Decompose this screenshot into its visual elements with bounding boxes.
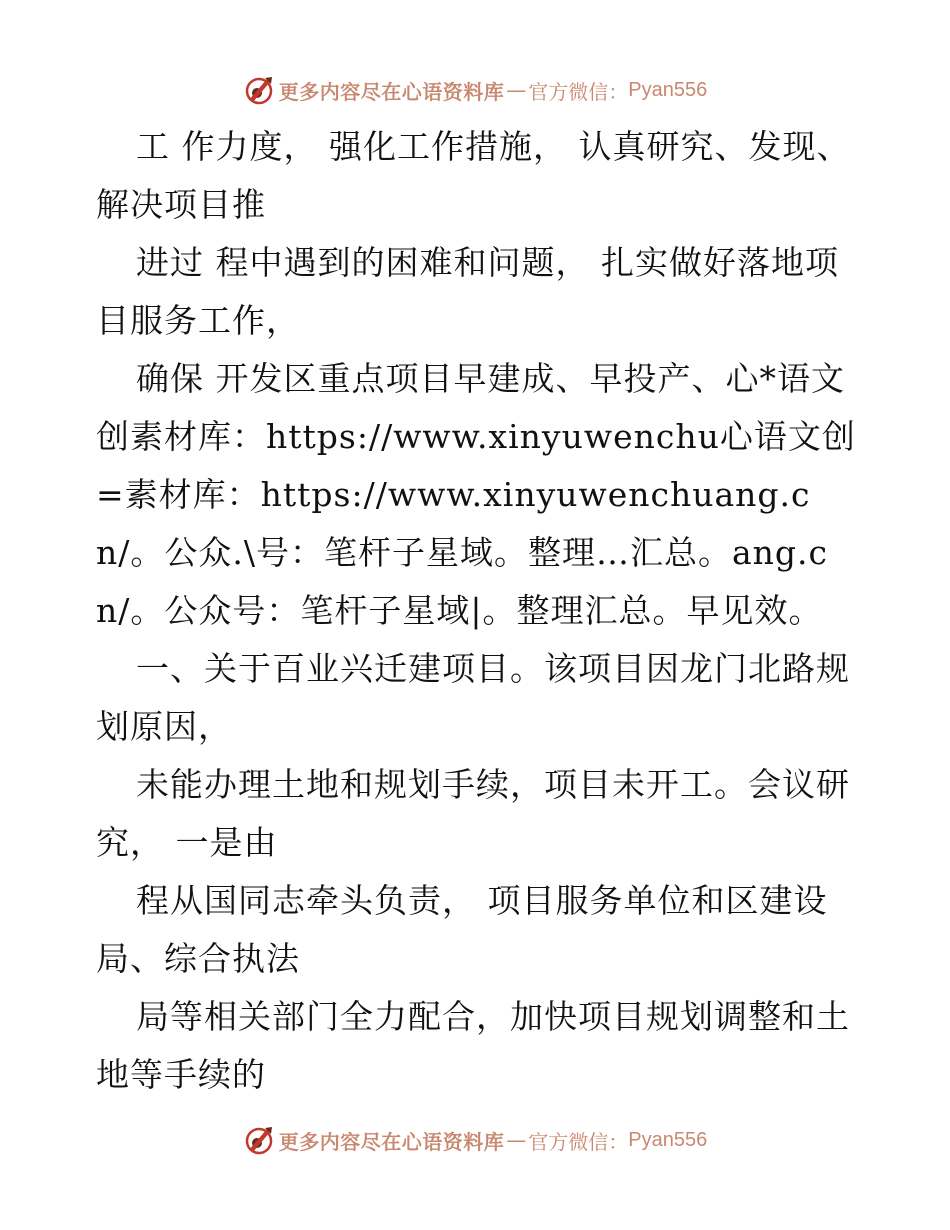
quill-pen-logo-icon [243,1124,275,1156]
banner-dash: — [506,78,527,102]
paragraph: 一、关于百业兴迁建项目。该项目因龙门北路规划原因， [96,649,850,746]
footer-banner [0,1120,950,1160]
paragraph: 程从国同志牵头负责， 项目服务单位和区建设局、综合执法 [96,881,828,978]
banner-brand-text: 更多内容尽在心语资料库 [278,79,505,104]
paragraph: 未能办理土地和规划手续，项目未开工。会议研究， 一是由 [96,765,850,862]
banner-wechat-id: Pyan556 [628,78,708,101]
banner-wechat-id: Pyan556 [628,1128,708,1151]
header-banner [0,70,950,110]
banner-wechat-label: 官方微信： [528,1129,629,1154]
paragraph: 确保 开发区重点项目早建成、早投产、心*语文创素材库：https://www.xinyuwenchu心语文创=素材库：https://www.xinyuwenchuang.cn/。公众.\号：笔杆子星域。整理…汇总。ang.cn/。公众号：笔杆子星域|。整理汇总。早见效。 [96,359,856,630]
quill-pen-logo-icon [243,74,275,106]
paragraph: 局等相关部门全力配合，加快项目规划调整和土地等手续的 [96,997,850,1094]
banner-dash: — [506,1128,527,1152]
banner-brand-text: 更多内容尽在心语资料库 [278,1129,505,1154]
document-body [96,118,856,1104]
paragraph: 进过 程中遇到的困难和问题， 扎实做好落地项目服务工作， [96,243,839,340]
banner-wechat-label: 官方微信： [528,79,629,104]
paragraph: 工 作力度， 强化工作措施， 认真研究、发现、解决项目推 [96,127,851,224]
